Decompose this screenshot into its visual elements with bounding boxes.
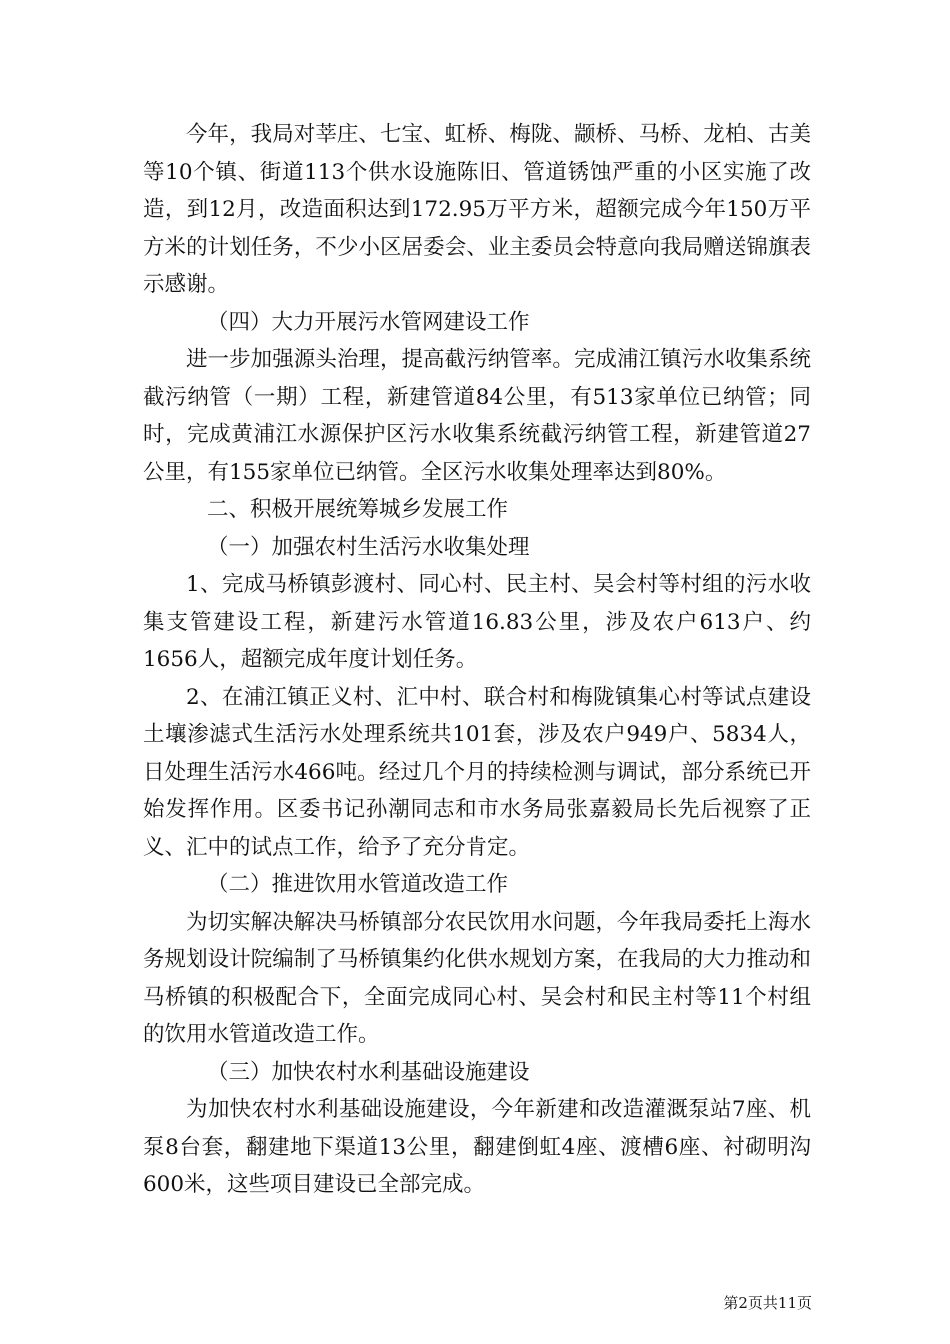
paragraph: 进一步加强源头治理，提高截污纳管率。完成浦江镇污水收集系统截污纳管（一期）工程，新建管道84公里，有513家单位已纳管；同时，完成黄浦江水源保护区污水收集系统截污纳管工程，新建管道27公里，有155家单位已纳管。全区污水收集处理率达到80%。: [143, 347, 811, 485]
paragraph: 1、完成马桥镇彭渡村、同心村、民主村、吴会村等村组的污水收集支管建设工程，新建污水管道16.83公里，涉及农户613户、约1656人，超额完成年度计划任务。: [143, 572, 811, 672]
page-number: 第2页共11页: [723, 1294, 812, 1312]
body-text: [143, 116, 811, 1204]
section-heading: （四）大力开展污水管网建设工作: [207, 309, 530, 335]
section-heading: （二）推进饮用水管道改造工作: [207, 872, 509, 897]
section-heading: （三）加快农村水利基础设施建设: [207, 1059, 530, 1085]
paragraph: 为切实解决解决马桥镇部分农民饮用水问题，今年我局委托上海水务规划设计院编制了马桥镇集约化供水规划方案，在我局的大力推动和马桥镇的积极配合下，全面完成同心村、吴会村和民主村等11个村组的饮用水管道改造工作。: [143, 909, 811, 1047]
paragraph: 为加快农村水利基础设施建设，今年新建和改造灌溉泵站7座、机泵8台套，翻建地下渠道13公里，翻建倒虹4座、渡槽6座、衬砌明沟600米，这些项目建设已全部完成。: [143, 1097, 811, 1197]
paragraph: 2、在浦江镇正义村、汇中村、联合村和梅陇镇集心村等试点建设土壤渗滤式生活污水处理系统共101套，涉及农户949户、5834人，日处理生活污水466吨。经过几个月的持续检测与调试，部分系统已开始发挥作用。区委书记孙潮同志和市水务局张嘉毅局长先后视察了正义、汇中的试点工作，给予了充分肯定。: [143, 684, 811, 860]
section-heading: （一）加强农村生活污水收集处理: [207, 534, 530, 560]
paragraph: 今年，我局对莘庄、七宝、虹桥、梅陇、颛桥、马桥、龙柏、古美等10个镇、街道113个供水设施陈旧、管道锈蚀严重的小区实施了改造，到12月，改造面积达到172.95万平方米，超额完成今年150万平方米的计划任务，不少小区居委会、业主委员会特意向我局赠送锦旗表示感谢。: [143, 122, 811, 297]
chapter-heading: 二、积极开展统筹城乡发展工作: [207, 497, 509, 522]
